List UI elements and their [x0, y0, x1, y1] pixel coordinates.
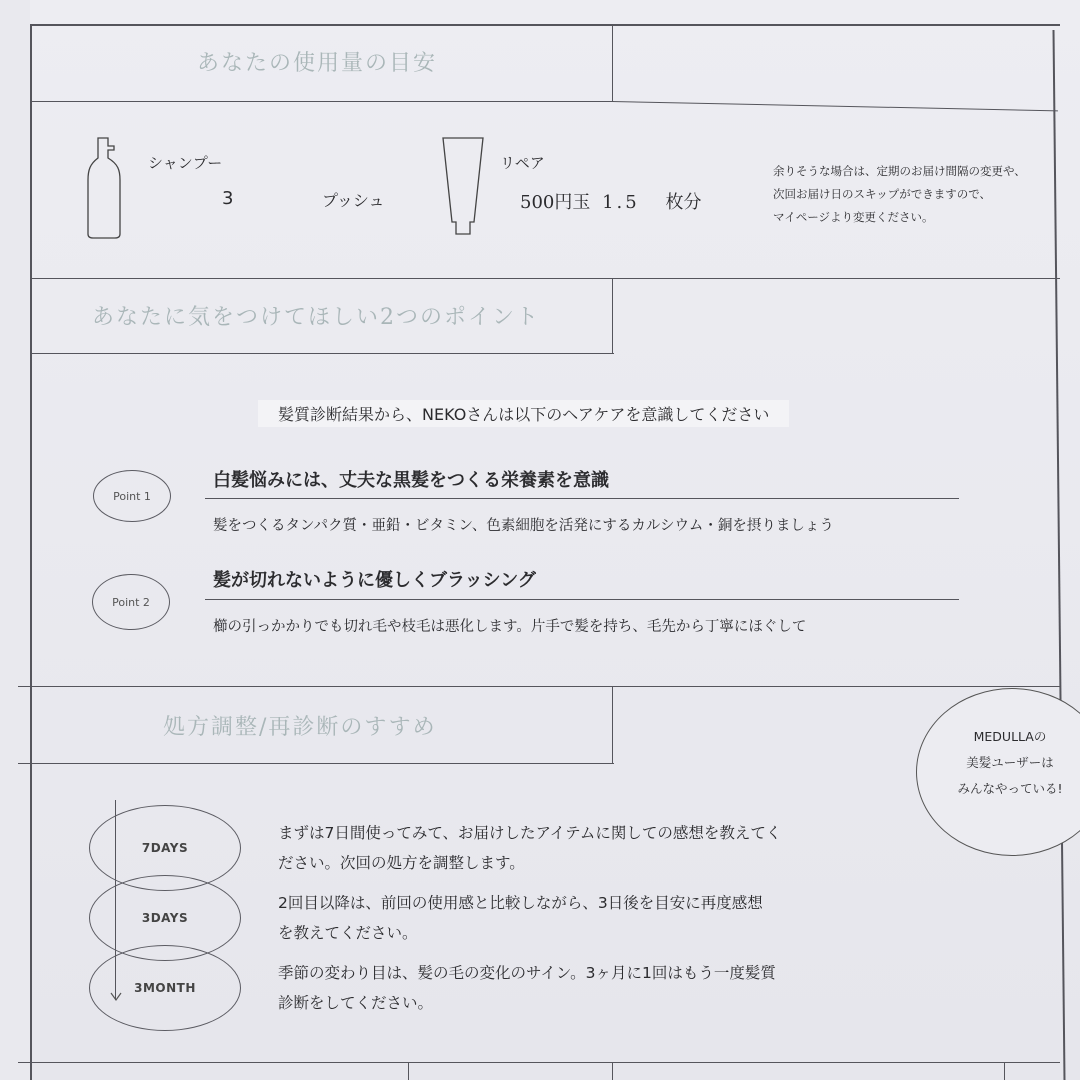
point-1-underline	[205, 498, 959, 499]
usage-note-line-2: 次回お届け日のスキップができますので、	[773, 187, 992, 201]
bottom-tick-3	[1004, 1062, 1005, 1080]
section2-tab-bottom	[30, 353, 614, 354]
point-1-text: 髪をつくるタンパク質・亜鉛・ビタミン、色素細胞を活発にするカルシウム・銅を摂りましょう	[213, 518, 834, 534]
shampoo-unit: プッシュ	[322, 191, 385, 210]
bottom-divider	[18, 1062, 1060, 1063]
point-2-heading: 髪が切れないように優しくブラッシング	[213, 570, 536, 591]
bottom-tick-1	[408, 1062, 409, 1080]
section2-tab-right	[612, 278, 613, 354]
step-3days-badge: 3DAYS	[89, 875, 241, 961]
section1-title: あなたの使用量の目安	[197, 51, 438, 76]
step-7days-line-2: ださい。次回の処方を調整します。	[278, 854, 525, 872]
point-2-text: 櫛の引っかかりでも切れ毛や枝毛は悪化します。片手で髪を持ち、毛先から丁寧にほぐして	[213, 619, 807, 635]
bubble-line-2: 美髪ユーザーは	[966, 755, 1054, 770]
section3-tab-right	[612, 686, 613, 764]
repair-tube-icon	[440, 136, 486, 236]
shampoo-bottle-icon	[84, 136, 124, 240]
step-3month-badge: 3MONTH	[89, 945, 241, 1031]
medulla-bubble-text	[940, 724, 1080, 802]
step-3days-line-1: 2回目以降は、前回の使用感と比較しながら、3日後を目安に再度感想	[278, 894, 763, 912]
point-2-badge: Point 2	[92, 574, 170, 630]
repair-label: リペア	[500, 154, 545, 172]
step-3month-text	[278, 956, 878, 1020]
step-7days-text	[278, 816, 878, 880]
point-2-underline	[205, 599, 959, 600]
section1-tab-bottom	[30, 101, 614, 102]
bottom-tick-2	[612, 1062, 613, 1080]
section2-title: あなたに気をつけてほしい2つのポイント	[92, 305, 540, 330]
section2-top	[30, 278, 1060, 279]
repair-amount	[520, 188, 701, 214]
step-7days-line-1: まずは7日間使ってみて、お届けしたアイテムに関しての感想を教えてく	[278, 824, 782, 842]
bubble-line-1: MEDULLAの	[973, 729, 1047, 744]
section3-tab-bottom	[18, 763, 614, 764]
usage-note-line-1: 余りそうな場合は、定期のお届け間隔の変更や、	[773, 164, 1026, 178]
repair-unit: 枚分	[665, 192, 702, 213]
point-1-badge: Point 1	[93, 470, 171, 522]
step-3days-line-2: を教えてください。	[278, 924, 418, 942]
repair-count: 1.5	[602, 192, 640, 213]
points-intro: 髪質診断結果から、NEKOさんは以下のヘアケアを意識してください	[258, 400, 789, 427]
usage-note	[773, 160, 1063, 229]
shampoo-amount: 3	[222, 188, 234, 209]
usage-note-line-3: マイページより変更ください。	[773, 210, 934, 224]
step-7days-badge: 7DAYS	[89, 805, 241, 891]
step-3month-line-2: 診断をしてください。	[278, 994, 434, 1012]
step-3month-line-1: 季節の変わり目は、髪の毛の変化のサイン。3ヶ月に1回はもう一度髪質	[278, 964, 776, 982]
point-1-heading: 白髪悩みには、丈夫な黒髪をつくる栄養素を意識	[213, 470, 609, 491]
left-border	[30, 24, 32, 1080]
step-3days-text	[278, 886, 878, 950]
section3-title: 処方調整/再診断のすすめ	[163, 715, 437, 740]
section1-tab-right	[612, 24, 613, 102]
section3-top	[18, 686, 1060, 687]
shampoo-label: シャンプー	[148, 154, 223, 172]
bubble-line-3: みんなやっている!	[957, 781, 1063, 796]
repair-coin: 500円玉	[520, 192, 591, 213]
top-border	[30, 24, 1060, 26]
